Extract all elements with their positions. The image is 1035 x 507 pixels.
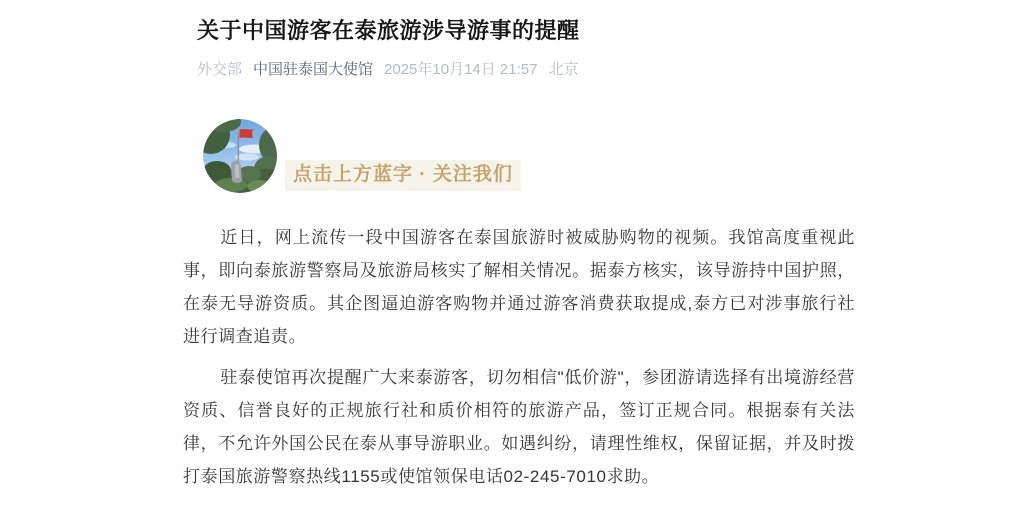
account-avatar[interactable] [203, 119, 277, 193]
article-content [183, 221, 855, 493]
publish-location: 北京 [548, 61, 579, 78]
follow-banner-text: 点击上方蓝字 · 关注我们 [285, 160, 521, 191]
article-page [183, 0, 855, 493]
publish-datetime: 2025年10月14日 21:57 [384, 61, 538, 78]
paragraph-1: 近日，网上流传一段中国游客在泰国旅游时被威胁购物的视频。我馆高度重视此事，即向泰旅游警察局及旅游局核实了解相关情况。据泰方核实，该导游持中国护照，在泰无导游资质。其企图逼迫游客购物并通过游客消费获取提成,泰方已对涉事旅行社进行调查追责。 [183, 228, 855, 346]
account-name-link[interactable]: 中国驻泰国大使馆 [253, 61, 374, 78]
article-title: 关于中国游客在泰旅游涉导游事的提醒 [197, 18, 580, 43]
article-meta [197, 60, 855, 80]
follow-banner [203, 119, 855, 193]
author-label: 外交部 [197, 61, 243, 78]
paragraph-2: 驻泰使馆再次提醒广大来泰游客，切勿相信"低价游"，参团游请选择有出境游经营资质、信誉良好的正规旅行社和质价相符的旅游产品，签订正规合同。根据泰有关法律，不允许外国公民在泰从事导游职业。如遇纠纷，请理性维权，保留证据，并及时拨打泰国旅游警察热线1155或使馆领保电话02-245-7010求助。 [183, 368, 855, 486]
avatar-photo-icon [203, 119, 277, 193]
